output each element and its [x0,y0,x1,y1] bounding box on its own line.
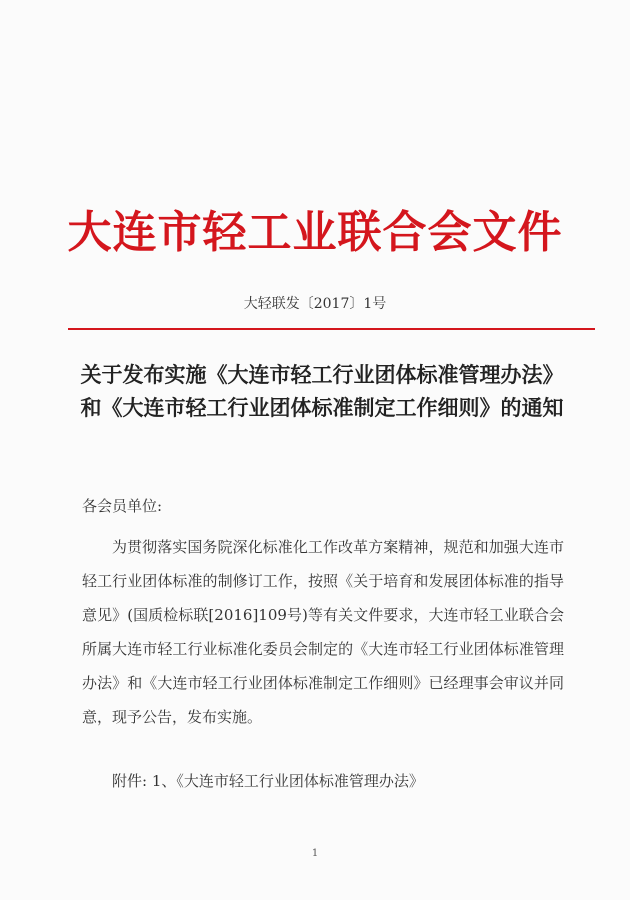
body-paragraph: 为贯彻落实国务院深化标准化工作改革方案精神，规范和加强大连市轻工行业团体标准的制修订工作，按照《关于培育和发展团体标准的指导意见》(国质检标联[2016]109号)等有关文件要求，大连市轻工业联合会所属大连市轻工行业标准化委员会制定的《大连市轻工行业团体标准管理办法》和《大连市轻工行业团体标准制定工作细则》已经理事会审议并同意，现予公告，发布实施。 [82,538,564,726]
document-header-title: 大连市轻工业联合会文件 [67,207,563,258]
salutation: 各会员单位: [82,497,163,515]
attachment-line: 附件: 1、《大连市轻工行业团体标准管理办法》 [112,772,424,790]
document-number: 大轻联发〔2017〕1号 [243,296,387,312]
page-number: 1 [311,848,319,859]
notice-title: 关于发布实施《大连市轻工行业团体标准管理办法》和《大连市轻工行业团体标准制定工作细则》的通知 [80,362,564,420]
header-divider [68,328,595,330]
